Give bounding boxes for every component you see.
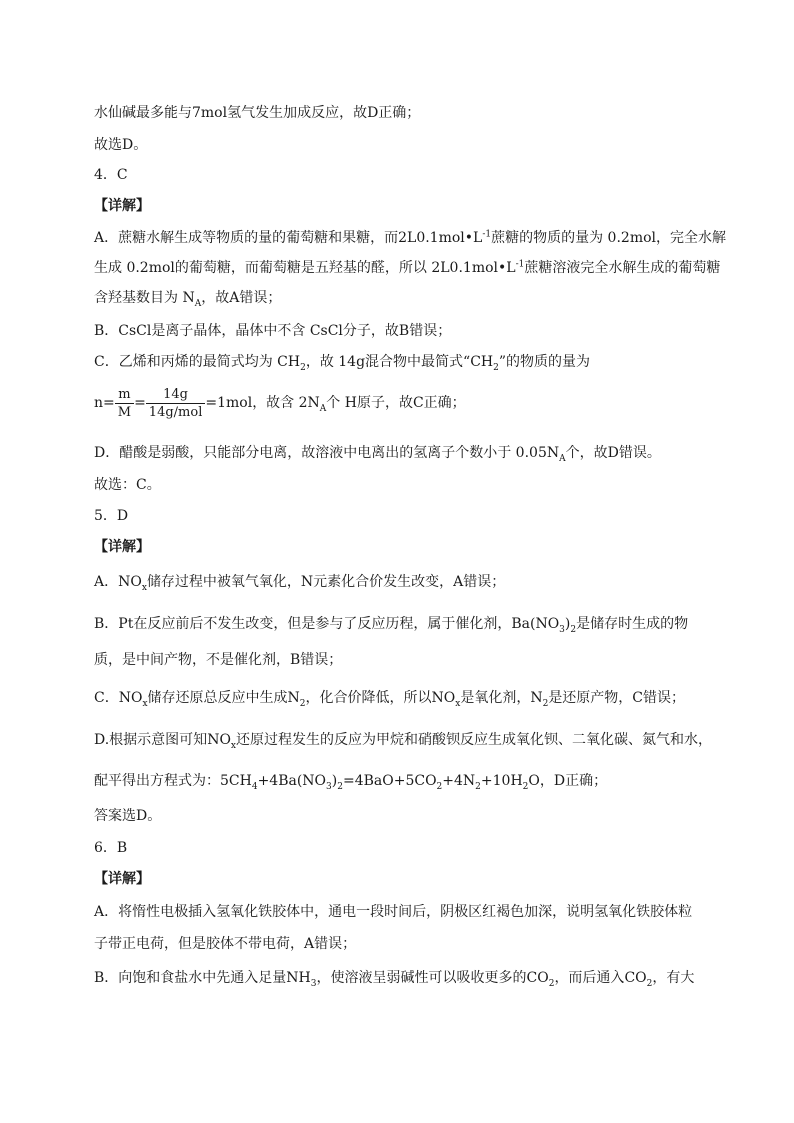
text-span: 子带正电荷，但是胶体不带电荷，A错误； bbox=[94, 936, 357, 952]
text-span: 答案选D。 bbox=[94, 808, 162, 824]
text-span: A． bbox=[94, 574, 119, 590]
formula: NO bbox=[118, 574, 142, 590]
text-span: 水仙碱最多能与7mol氢气发生加成反应，故D正确； bbox=[94, 105, 421, 121]
text-line bbox=[94, 650, 342, 670]
fraction bbox=[146, 386, 206, 421]
text-span: 蔗糖溶液完全水解生成的葡萄糖 bbox=[524, 260, 721, 276]
text-line bbox=[94, 103, 420, 123]
subscript: 2 bbox=[570, 624, 577, 635]
text-span: ”的物质的量为 bbox=[498, 354, 591, 370]
text-span: 质，是中间产物，不是催化剂，B错误； bbox=[94, 652, 343, 668]
text-span: ，有大 bbox=[652, 970, 695, 986]
question-number bbox=[94, 165, 128, 185]
formula: ) bbox=[564, 616, 571, 632]
formula: Ba(NO bbox=[511, 616, 560, 632]
text-span: 个，故D错误。 bbox=[565, 445, 661, 461]
question-number bbox=[94, 838, 127, 858]
superscript: -1 bbox=[515, 259, 525, 270]
section-heading bbox=[94, 869, 150, 889]
text-span: 4．C bbox=[94, 167, 128, 183]
text-span: 配平得出方程式为： bbox=[94, 773, 220, 789]
equation-part: =4BaO+5CO bbox=[342, 773, 437, 789]
equation-part: +10H bbox=[480, 773, 523, 789]
formula: NO bbox=[207, 732, 231, 748]
subscript: A bbox=[194, 298, 202, 309]
equation-part: 5CH bbox=[220, 773, 252, 789]
subscript: 4 bbox=[251, 781, 258, 792]
subscript: 2 bbox=[300, 362, 306, 373]
text-span: 还原过程发生的反应为甲烷和硝酸钡反应生成氧化钡、二氧化碳、氮气和水， bbox=[236, 732, 712, 748]
formula: NH bbox=[286, 970, 311, 986]
subscript: 2 bbox=[299, 698, 306, 709]
subscript: 3 bbox=[326, 781, 332, 792]
subscript: x bbox=[141, 582, 147, 593]
text-span: 储存过程中被氧气氧化，N元素化合价发生改变，A错误； bbox=[146, 574, 506, 590]
text-line bbox=[94, 443, 661, 463]
subscript: 2 bbox=[542, 698, 549, 709]
denominator: 14g/mol bbox=[148, 404, 203, 420]
text-span: ，故 14g混合物中最简式“CH bbox=[305, 354, 494, 370]
subscript: 3 bbox=[310, 978, 317, 989]
superscript: -1 bbox=[482, 229, 492, 240]
text-line bbox=[94, 806, 161, 826]
text-span: =1mol bbox=[205, 395, 253, 411]
text-span: 是还原产物，C错误； bbox=[548, 690, 686, 706]
text-span: 生成 0.2mol的葡萄糖，而葡萄糖是五羟基的醛，所以 2L0.1mol•L bbox=[94, 260, 516, 276]
text-span: 故选：C。 bbox=[94, 477, 161, 493]
denominator: M bbox=[117, 404, 132, 420]
text-line bbox=[94, 135, 147, 155]
formula-line bbox=[94, 382, 466, 424]
text-span: C． bbox=[94, 690, 119, 706]
text-line bbox=[94, 321, 451, 341]
text-span: A．蔗糖水解生成等物质的量的葡萄糖和果糖，而2L0.1mol•L bbox=[94, 230, 483, 246]
formula: NO bbox=[431, 690, 456, 706]
text-span: 是储存时生成的物 bbox=[576, 616, 689, 632]
text-span: B．CsCl是离子晶体，晶体中不含 CsCl分子，故B错误； bbox=[94, 323, 452, 339]
subscript: x bbox=[142, 698, 148, 709]
section-heading bbox=[94, 196, 150, 216]
equation-part: ) bbox=[331, 773, 338, 789]
text-line bbox=[94, 258, 720, 278]
text-span: C．乙烯和丙烯的最简式均为 CH bbox=[94, 354, 301, 370]
subscript: 2 bbox=[436, 781, 443, 792]
subscript: 2 bbox=[522, 781, 529, 792]
formula: Pt bbox=[118, 616, 134, 632]
text-line bbox=[94, 614, 688, 634]
chemical-equation bbox=[220, 773, 540, 792]
text-span: ，而后通入 bbox=[554, 970, 625, 986]
subscript: 3 bbox=[559, 624, 565, 635]
subscript: 2 bbox=[646, 978, 653, 989]
subscript: A bbox=[319, 403, 327, 414]
text-span: D．醋酸是弱酸，只能部分电离，故溶液中电离出的氢离子个数小于 0.05N bbox=[94, 445, 560, 461]
section-heading bbox=[94, 537, 150, 557]
text-span: 【详解】 bbox=[94, 539, 150, 555]
formula: N bbox=[530, 690, 543, 706]
text-span: 在反应前后不发生改变，但是参与了反应历程，属于催化剂， bbox=[133, 616, 512, 632]
subscript: 2 bbox=[475, 781, 481, 792]
text-line bbox=[94, 934, 356, 954]
text-span: 储存还原总反应中生成 bbox=[147, 690, 288, 706]
text-span: 故选D。 bbox=[94, 137, 148, 153]
text-span: 含羟基数目为 N bbox=[94, 290, 195, 306]
subscript: 2 bbox=[548, 978, 555, 989]
text-span: ，故A错误； bbox=[201, 290, 282, 306]
subscript: x bbox=[455, 698, 461, 709]
text-line bbox=[94, 572, 505, 592]
text-span: ，使溶液呈弱碱性可以吸收更多的 bbox=[316, 970, 527, 986]
subscript: A bbox=[559, 453, 566, 464]
fraction bbox=[115, 386, 134, 421]
text-span: 5．D bbox=[94, 508, 129, 524]
text-span: ，化合价降低，所以 bbox=[305, 690, 432, 706]
text-span: 个 H原子，故C正确； bbox=[326, 395, 466, 411]
text-span: B．向饱和食盐水中先通入足量 bbox=[94, 970, 287, 986]
subscript: x bbox=[230, 740, 236, 751]
text-span: ，D正确； bbox=[539, 773, 608, 789]
text-span: 【详解】 bbox=[94, 871, 150, 887]
text-line bbox=[94, 228, 726, 248]
formula: CO bbox=[624, 970, 647, 986]
subscript: 2 bbox=[337, 781, 343, 792]
text-span: A．将惰性电极插入氢氧化铁胶体中，通电一段时间后，阴极区红褐色加深，说明氢氧化铁胶体粒 bbox=[94, 904, 693, 920]
text-line bbox=[94, 688, 685, 708]
text-line bbox=[94, 352, 590, 372]
equation-part: +4N bbox=[442, 773, 476, 789]
numerator: 14g bbox=[146, 386, 206, 404]
text-span: B． bbox=[94, 616, 119, 632]
text-span: = bbox=[134, 395, 146, 411]
text-line bbox=[94, 771, 607, 791]
equation-part: +4Ba(NO bbox=[257, 773, 327, 789]
text-span: D.根据示意图可知 bbox=[94, 732, 208, 748]
equation-part: O bbox=[528, 773, 540, 789]
text-span: ，故含 2N bbox=[252, 395, 320, 411]
question-number bbox=[94, 506, 128, 526]
text-span: 【详解】 bbox=[94, 198, 150, 214]
formula: CO bbox=[526, 970, 549, 986]
text-line bbox=[94, 902, 692, 922]
text-span: n= bbox=[94, 395, 115, 411]
formula: N bbox=[287, 690, 300, 706]
numerator: m bbox=[115, 386, 134, 404]
text-line bbox=[94, 730, 712, 750]
text-span: 蔗糖的物质的量为 0.2mol，完全水解 bbox=[491, 230, 727, 246]
text-line bbox=[94, 475, 161, 495]
formula: NO bbox=[118, 690, 143, 706]
text-span: 6．B bbox=[94, 840, 128, 856]
text-line bbox=[94, 288, 281, 308]
subscript: 2 bbox=[493, 362, 499, 373]
text-span: 是氧化剂， bbox=[460, 690, 531, 706]
text-line bbox=[94, 968, 694, 988]
